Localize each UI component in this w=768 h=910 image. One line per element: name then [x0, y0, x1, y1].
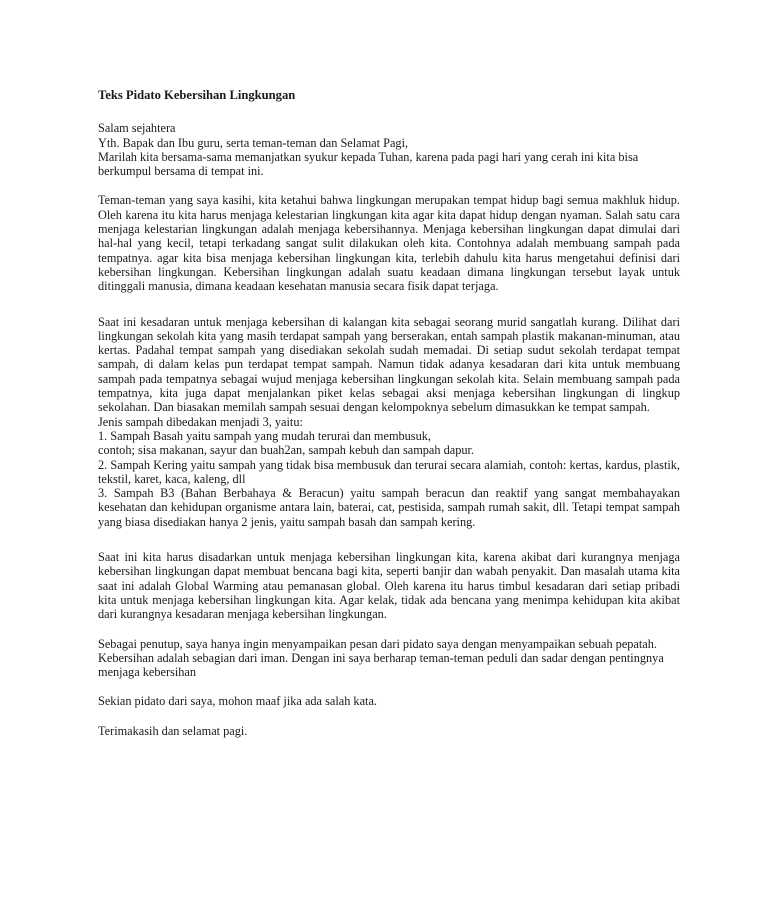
waste-type-1-example: contoh; sisa makanan, sayur dan buah2an, sampah kebuh dan sampah dapur.: [98, 443, 474, 458]
document-page: [98, 88, 680, 738]
closing-line: Terimakasih dan selamat pagi.: [98, 723, 248, 738]
paragraph-4: Sebagai penutup, saya hanya ingin menyampaikan pesan dari pidato saya dengan menyampaikan sebuah pepatah. Kebersihan adalah sebagian dari iman. Dengan ini saya berharap teman-teman peduli dan sadar dengan pentingnya menjaga kebersihan: [98, 636, 664, 680]
greeting-line: Marilah kita bersama-sama memanjatkan syukur kepada Tuhan, karena pada pagi hari yang cerah ini kita bisa berkumpul bersama di tempat ini.: [98, 149, 639, 179]
waste-type-2: 2. Sampah Kering yaitu sampah yang tidak bisa membusuk dan terurai secara alamiah, contoh: kertas, kardus, plastik, tekstil, karet, kaca, kaleng, dll: [98, 457, 680, 486]
paragraph-3: Saat ini kita harus disadarkan untuk menjaga kebersihan lingkungan kita, karena akibat dari kurangnya menjaga kebersihan lingkungan dapat membuat bencana bagi kita, seperti banjir dan wabah penyakit. Dan masalah utama kita saat ini adalah Global Warming atau pemanasan global. Oleh karena itu harus timbul kesadaran dari setiap pribadi kita untuk menjaga kebersihan lingkungan kita. Agar kelak, tidak ada bencana yang menimpa kehidupan kita akibat dari kurangnya kesadaran menjaga kebersihan lingkungan.: [98, 550, 680, 622]
paragraph-1: Teman-teman yang saya kasihi, kita ketahui bahwa lingkungan merupakan tempat hidup bagi semua makhluk hidup. Oleh karena itu kita harus menjaga kelestarian lingkungan kita agar kita dapat hidup dengan nyaman. Salah satu cara menjaga kelestarian lingkungan adalah menjaga kebersihannya. Menjaga kebersihan lingkungan dapat dimulai dari hal-hal yang kecil, tetapi terkadang sangat sulit dilakukan oleh kita. Contohnya adalah membuang sampah pada tempatnya. agar kita bisa menjaga kebersihan lingkungan kita, terlebih dahulu kita harus mengetahui definisi dari kebersihan lingkungan. Kebersihan lingkungan adalah suatu keadaan dimana lingkungan tersebut layak untuk ditinggali manusia, dimana keadaan kesehatan manusia secara fisik dapat terjaga.: [98, 193, 680, 294]
greeting-line: Yth. Bapak dan Ibu guru, serta teman-teman dan Selamat Pagi,: [98, 135, 409, 150]
paragraph-2-block: [98, 315, 680, 529]
document-title: Teks Pidato Kebersihan Lingkungan: [98, 88, 296, 102]
paragraph-5: Sekian pidato dari saya, mohon maaf jika ada salah kata.: [98, 694, 377, 709]
waste-type-1: 1. Sampah Basah yaitu sampah yang mudah terurai dan membusuk,: [98, 428, 431, 443]
paragraph-2: Saat ini kesadaran untuk menjaga kebersihan di kalangan kita sebagai seorang murid sangatlah kurang. Dilihat dari lingkungan sekolah kita yang masih terdapat sampah yang berserakan, entah sampah plastik makanan-minuman, atau kertas. Padahal tempat sampah yang disediakan sekolah sudah memadai. Di setiap sudut sekolah terdapat tempat sampah, di dalam kelas pun terdapat tempat sampah. Namun tidak adanya kesadaran dari kita untuk membuang sampah pada tempatnya sebagai wujud menjaga kebersihan lingkungan sekolah kita. Selain membuang sampah pada tempatnya, kita juga dapat menjalankan piket kelas sebagai aksi menjaga kebersihan lingkungan di lingkup sekolahan. Dan biasakan memilah sampah sesuai dengan kelompoknya sebelum dimasukkan ke tempat sampah.: [98, 314, 680, 415]
greeting-line: Salam sejahtera: [98, 121, 176, 136]
waste-type-3: 3. Sampah B3 (Bahan Berbahaya & Beracun) yaitu sampah beracun dan reaktif yang sangat membahayakan kesehatan dan kehidupan organisme antara lain, baterai, cat, pestisida, sampah rumah sakit, dll. Tetapi tempat sampah yang biasa disediakan hanya 2 jenis, yaitu sampah basah dan sampah kering.: [98, 486, 680, 529]
greeting-block: [98, 121, 680, 178]
types-intro: Jenis sampah dibedakan menjadi 3, yaitu:: [98, 414, 303, 429]
